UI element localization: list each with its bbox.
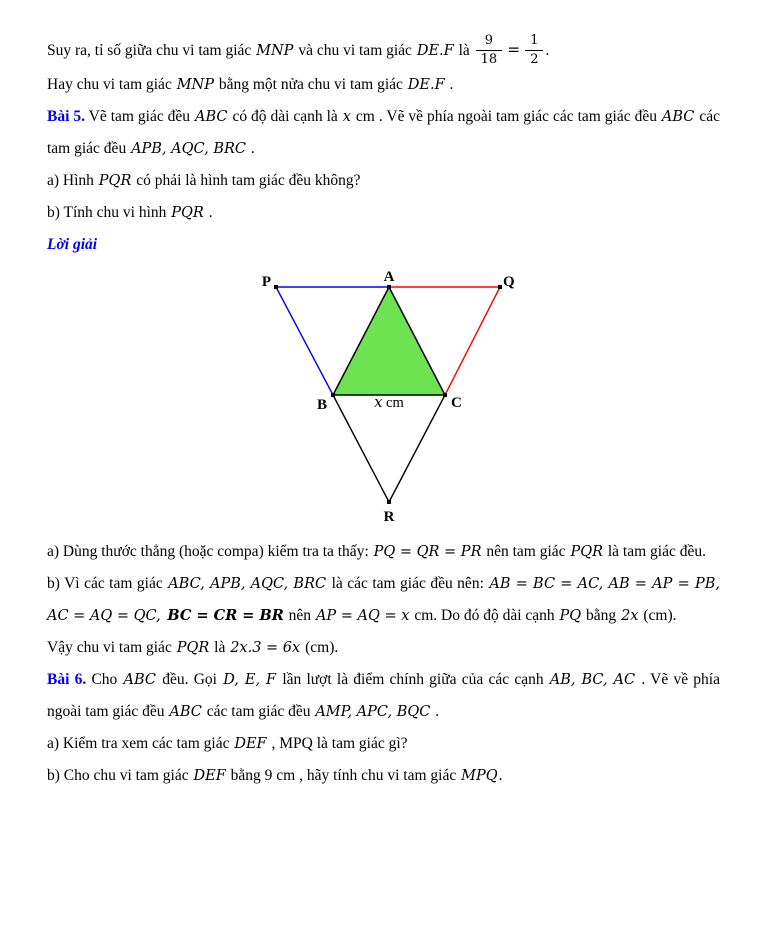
text-run: bằng — [582, 607, 621, 624]
text-run: là các tam giác đều nên: — [327, 575, 489, 592]
text-run: bằng 9 cm , hãy tính chu vi tam giác — [226, 767, 461, 784]
vertex-marker-C — [443, 393, 447, 397]
text-run: (cm). — [639, 607, 677, 624]
math-run: APB, AQC, BRC — [131, 141, 247, 157]
text-run: . — [445, 76, 454, 93]
solution-5a — [47, 536, 720, 568]
math-run: ABC — [123, 672, 157, 688]
exercise-5-label: Bài 5. — [47, 108, 85, 125]
math-run: AP = AQ = x — [315, 608, 410, 624]
paragraph-ratio — [47, 34, 720, 69]
math-run: ABC — [661, 109, 695, 125]
edge-QC — [445, 287, 500, 395]
math-run: DEF — [193, 768, 226, 784]
math-run: MNP — [256, 43, 294, 60]
fraction-numerator: 9 — [476, 33, 503, 51]
text-run: . — [247, 140, 255, 157]
text-run: a) Hình — [47, 172, 98, 189]
math-run: PQR — [98, 173, 132, 189]
math-run: x — [342, 109, 351, 125]
math-run: DE.F — [407, 77, 445, 93]
text-run: là tam giác đều. — [604, 543, 706, 560]
math-run: AB, BC, AC — [549, 672, 636, 688]
question-6b — [47, 760, 720, 792]
text-run: . — [545, 42, 550, 60]
equals-sign: = — [507, 41, 521, 60]
text-run: , — [267, 735, 280, 752]
math-run: MPQ — [461, 768, 498, 784]
text-run: cm . Vẽ về phía ngoài tam giác các tam giác đều — [351, 108, 661, 125]
text-run: MPQ — [279, 735, 313, 752]
math-run: DEF — [234, 736, 267, 752]
math-run: AB = BC = AC, AB = AP = PB, AC = AQ = QC, — [47, 576, 720, 624]
text-run: (cm). — [301, 639, 339, 656]
vertex-marker-B — [331, 393, 335, 397]
vertex-marker-Q — [498, 285, 502, 289]
text-run: các tam giác đều — [47, 108, 721, 157]
text-run: có độ dài cạnh là — [228, 108, 342, 125]
fraction-9-18 — [476, 33, 503, 68]
text-run: . — [431, 703, 440, 720]
vertex-label-A: A — [383, 269, 395, 285]
paragraph-conclusion — [47, 69, 720, 101]
text-run: cm. Do đó độ dài cạnh — [410, 607, 559, 624]
text-run: Cho — [86, 671, 123, 688]
solution-5b — [47, 568, 720, 632]
math-run: 2x — [621, 608, 639, 624]
text-run: các tam giác đều — [202, 703, 315, 720]
text-run: lần lượt là điểm chính giữa của các cạnh — [277, 671, 549, 688]
edge-BR — [333, 395, 389, 502]
math-run: PQR — [171, 205, 204, 221]
text-run: là tam giác gì? — [312, 735, 408, 752]
math-run: MNP — [176, 77, 214, 93]
math-run: AMP, APC, BQC — [315, 704, 431, 720]
vertex-label-C: C — [451, 395, 462, 411]
solution-5b-conclusion — [47, 632, 720, 664]
text-run: a) Kiểm tra xem các tam giác — [47, 735, 234, 752]
fraction-denominator: 2 — [530, 52, 539, 67]
text-run: . Vẽ về phía ngoài tam giác đều — [47, 671, 720, 720]
text-run: Vẽ tam giác đều — [84, 108, 195, 125]
text-run: Suy ra, tỉ số giữa chu vi tam giác — [47, 42, 256, 60]
fraction-numerator: 1 — [525, 33, 543, 51]
edge-PB — [276, 287, 333, 395]
vertex-marker-R — [387, 500, 391, 504]
text-run: nên tam giác — [482, 543, 570, 560]
text-run: b) Tính chu vi hình — [47, 204, 171, 221]
vertex-marker-A — [387, 285, 391, 289]
text-run: b) Cho chu vi tam giác — [47, 767, 193, 784]
text-run: là — [210, 639, 230, 656]
exercise-5 — [47, 101, 720, 165]
exercise-6-label: Bài 6. — [47, 671, 87, 688]
text-run: a) Dùng thước thẳng (hoặc compa) kiểm tra ta thấy: — [47, 543, 373, 560]
text-run: Hay chu vi tam giác — [47, 76, 176, 93]
math-run: ABC, APB, AQC, BRC — [168, 576, 327, 592]
text-run: bằng một nửa chu vi tam giác — [215, 76, 407, 93]
edge-CR — [389, 395, 445, 502]
text-run: . — [498, 767, 503, 784]
question-5a — [47, 165, 720, 197]
question-5b — [47, 197, 720, 229]
text-run: có phải là hình tam giác đều không? — [132, 172, 361, 189]
text-run: là — [454, 42, 474, 60]
side-label-x: x — [374, 395, 383, 411]
math-run: DE.F — [416, 43, 454, 60]
text-run: nên — [284, 607, 315, 624]
math-run: PQ = QR = PR — [373, 544, 482, 560]
vertex-marker-P — [274, 285, 278, 289]
fraction-denominator: 18 — [480, 52, 498, 67]
text-run: . — [204, 204, 213, 221]
solution-heading-label: Lời giải — [47, 236, 98, 253]
math-run: 2x.3 = 6x — [230, 640, 301, 656]
side-label-x-cm — [374, 395, 404, 411]
vertex-label-Q: Q — [503, 274, 515, 290]
exercise-6 — [47, 664, 720, 728]
math-run: D, E, F — [223, 672, 277, 688]
vertex-label-R: R — [383, 509, 395, 525]
math-run-bold: BC = CR = BR — [167, 607, 284, 624]
vertex-label-B: B — [316, 397, 327, 413]
math-run: PQR — [176, 640, 210, 656]
math-run: ABC — [195, 109, 228, 125]
side-label-unit: cm — [382, 395, 404, 411]
math-run: PQR — [570, 544, 603, 560]
triangle-ABC — [333, 287, 445, 395]
text-run: và chu vi tam giác — [294, 42, 416, 60]
text-run: Vậy chu vi tam giác — [47, 639, 176, 656]
text-run: b) Vì các tam giác — [47, 575, 168, 592]
math-run: PQ — [559, 608, 582, 624]
solution-heading — [47, 229, 720, 260]
text-run: đều. Gọi — [157, 671, 223, 688]
vertex-label-P: P — [261, 274, 271, 290]
geometry-figure — [47, 266, 720, 530]
fraction-1-2 — [525, 33, 543, 68]
question-6a — [47, 728, 720, 760]
triangle-diagram — [250, 266, 522, 528]
math-run: ABC — [169, 704, 202, 720]
